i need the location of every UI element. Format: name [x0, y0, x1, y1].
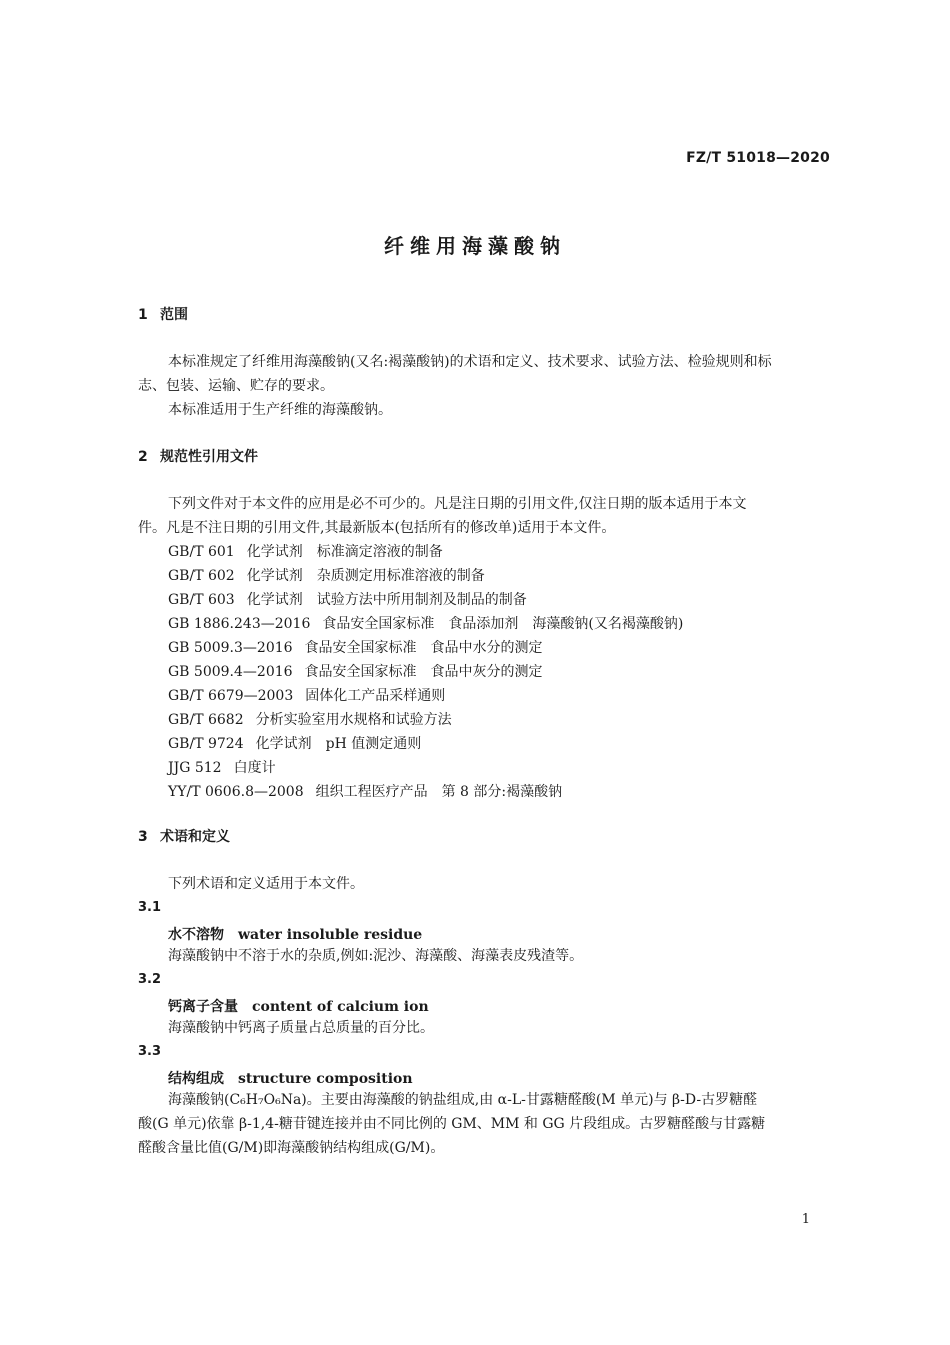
reference-code: JJG 512: [168, 760, 222, 776]
term-name-en: water insoluble residue: [238, 927, 423, 943]
reference-item: [168, 612, 683, 636]
section-number: 1: [138, 307, 148, 323]
reference-code: GB 5009.3—2016: [168, 640, 293, 656]
section-1-heading: [138, 304, 188, 324]
reference-title: 白度计: [233, 760, 276, 776]
reference-title: 化学试剂 杂质测定用标准溶液的制备: [246, 568, 485, 584]
standard-code: FZ/T 51018—2020: [686, 150, 830, 166]
term-name: [168, 1068, 413, 1088]
reference-code: GB/T 9724: [168, 736, 244, 752]
reference-title: 组织工程医疗产品 第 8 部分:褐藻酸钠: [315, 784, 563, 800]
term-name-zh: 水不溶物: [168, 927, 224, 943]
reference-code: GB 1886.243—2016: [168, 616, 311, 632]
page-number: 1: [801, 1212, 810, 1227]
paragraph: 本标准适用于生产纤维的海藻酸钠。: [168, 402, 392, 418]
term-number: 3.1: [138, 900, 162, 915]
term-number: 3.3: [138, 1044, 162, 1059]
reference-item: [168, 732, 421, 756]
reference-item: [168, 588, 527, 612]
reference-item: [168, 684, 445, 708]
reference-title: 固体化工产品采样通则: [305, 688, 446, 704]
reference-title: 食品安全国家标准 食品添加剂 海藻酸钠(又名褐藻酸钠): [322, 616, 684, 632]
reference-item: [168, 540, 443, 564]
section-number: 3: [138, 829, 148, 845]
term-definition-line: 海藻酸钠(C₆H₇O₆Na)。主要由海藻酸的钠盐组成,由 α-L-甘露糖醛酸(M 单元)与 β-D-古罗糖醛: [168, 1092, 758, 1108]
reference-title: 化学试剂 标准滴定溶液的制备: [246, 544, 443, 560]
reference-item: [168, 660, 543, 684]
reference-item: [168, 708, 452, 732]
reference-title: 食品安全国家标准 食品中灰分的测定: [304, 664, 543, 680]
term-name: [168, 996, 429, 1016]
term-name: [168, 924, 422, 944]
section-title: 范围: [160, 307, 188, 323]
paragraph-line: 志、包装、运输、贮存的要求。: [138, 378, 334, 394]
paragraph-line: 本标准规定了纤维用海藻酸钠(又名:褐藻酸钠)的术语和定义、技术要求、试验方法、检验规则和标: [168, 354, 772, 370]
reference-title: 化学试剂 pH 值测定通则: [255, 736, 422, 752]
section-3-heading: [138, 826, 230, 846]
reference-code: GB/T 603: [168, 592, 235, 608]
term-definition: 海藻酸钠中不溶于水的杂质,例如:泥沙、海藻酸、海藻表皮残渣等。: [168, 948, 584, 964]
reference-code: GB/T 6679—2003: [168, 688, 294, 704]
paragraph-line: 下列文件对于本文件的应用是必不可少的。凡是注日期的引用文件,仅注日期的版本适用于本文: [168, 496, 747, 512]
term-name-zh: 结构组成: [168, 1071, 224, 1087]
term-definition-line: 醛酸含量比值(G/M)即海藻酸钠结构组成(G/M)。: [138, 1140, 445, 1156]
reference-code: GB/T 601: [168, 544, 235, 560]
term-definition-line: 酸(G 单元)依靠 β-1,4-糖苷键连接并由不同比例的 GM、MM 和 GG 片段组成。古罗糖醛酸与甘露糖: [138, 1116, 766, 1132]
section-title: 规范性引用文件: [160, 449, 258, 465]
reference-title: 分析实验室用水规格和试验方法: [255, 712, 452, 728]
reference-code: YY/T 0606.8—2008: [168, 784, 304, 800]
reference-title: 化学试剂 试验方法中所用制剂及制品的制备: [246, 592, 527, 608]
section-2-heading: [138, 446, 258, 466]
term-name-en: structure composition: [238, 1071, 413, 1087]
reference-item: [168, 564, 485, 588]
reference-code: GB/T 602: [168, 568, 235, 584]
section-number: 2: [138, 449, 148, 465]
document-title: 纤维用海藻酸钠: [384, 234, 566, 258]
reference-item: [168, 756, 276, 780]
reference-code: GB 5009.4—2016: [168, 664, 293, 680]
term-definition: 海藻酸钠中钙离子质量占总质量的百分比。: [168, 1020, 434, 1036]
reference-code: GB/T 6682: [168, 712, 244, 728]
paragraph: 下列术语和定义适用于本文件。: [168, 876, 364, 892]
paragraph-line: 件。凡是不注日期的引用文件,其最新版本(包括所有的修改单)适用于本文件。: [138, 520, 616, 536]
term-number: 3.2: [138, 972, 162, 987]
section-title: 术语和定义: [160, 829, 230, 845]
term-name-zh: 钙离子含量: [168, 999, 238, 1015]
reference-item: [168, 636, 543, 660]
reference-title: 食品安全国家标准 食品中水分的测定: [304, 640, 543, 656]
term-name-en: content of calcium ion: [252, 999, 429, 1015]
reference-item: [168, 780, 562, 804]
